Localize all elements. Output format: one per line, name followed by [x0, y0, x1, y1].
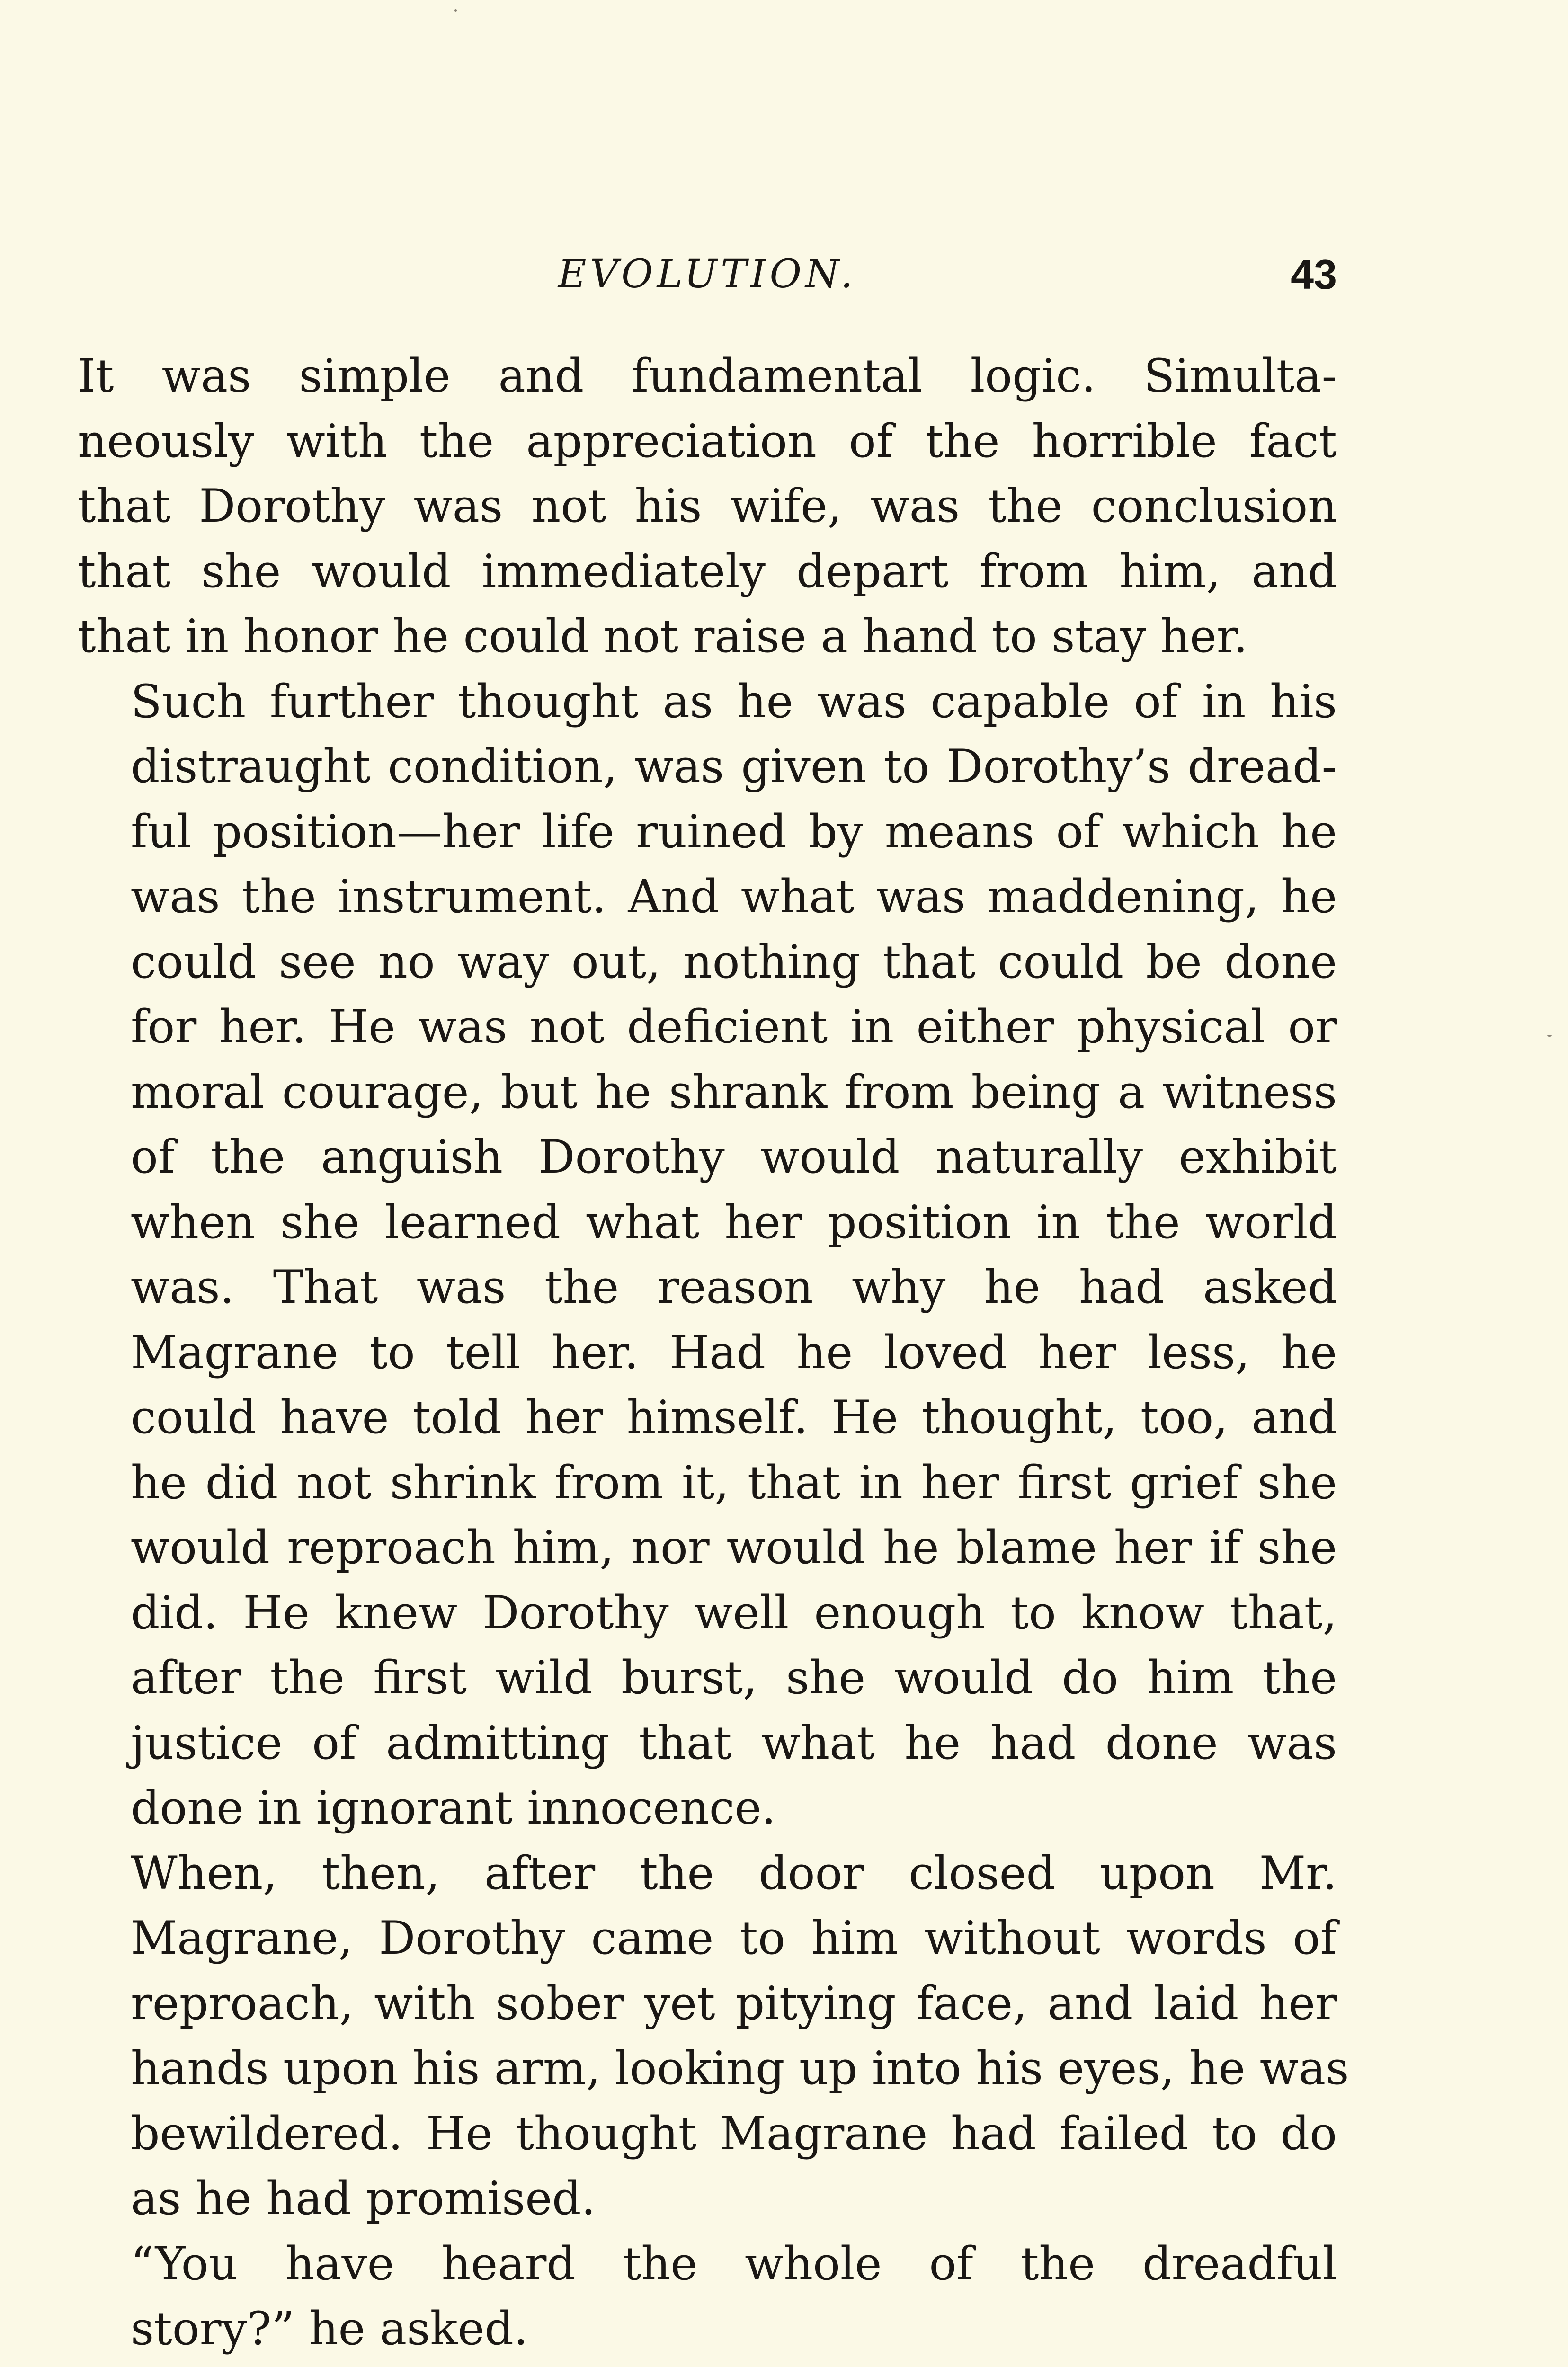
text-line: hands upon his arm, looking up into his eyes, he was — [131, 2042, 1349, 2095]
text-line: could have told her himself. He thought, too, and — [131, 1391, 1337, 1444]
paragraph — [78, 669, 1337, 1841]
page-number: 43 — [1291, 251, 1337, 298]
text-line: distraught condition, was given to Dorothy’s dread- — [131, 740, 1337, 793]
text-line: When, then, after the door closed upon Mr. — [131, 1846, 1337, 1900]
text-line: as he had promised. — [131, 2172, 596, 2225]
running-head-title: EVOLUTION. — [558, 252, 857, 297]
running-head — [78, 246, 1337, 303]
text-line: moral courage, but he shrank from being a witness — [131, 1065, 1337, 1119]
text-line: story?” he asked. — [131, 2302, 528, 2355]
text-line: could see no way out, nothing that could be done — [131, 935, 1337, 988]
text-line: after the first wild burst, she would do him the — [131, 1651, 1337, 1704]
text-line: that in honor he could not raise a hand to stay her. — [78, 610, 1248, 663]
text-line: Magrane, Dorothy came to him without words of — [131, 1912, 1337, 1965]
text-line: was. That was the reason why he had asked — [131, 1261, 1337, 1314]
text-line: he did not shrink from it, that in her first grief she — [131, 1456, 1337, 1509]
text-line: bewildered. He thought Magrane had failed to do — [131, 2107, 1337, 2160]
body-text — [78, 344, 1349, 2362]
text-line: justice of admitting that what he had done was — [131, 1716, 1337, 1770]
text-line: Such further thought as he was capable of in his — [131, 675, 1337, 728]
text-line: of the anguish Dorothy would naturally exhibit — [131, 1130, 1337, 1184]
text-line: for her. He was not deficient in either physical or — [131, 1000, 1337, 1053]
text-line: that Dorothy was not his wife, was the conclusion — [78, 480, 1337, 533]
paragraph — [78, 2232, 1337, 2362]
text-line: reproach, with sober yet pitying face, and laid her — [131, 1976, 1337, 2030]
paper-speck — [1547, 1035, 1552, 1037]
text-line: that she would immediately depart from him, and — [78, 544, 1337, 598]
text-line: was the instrument. And what was maddening, he — [131, 870, 1337, 923]
text-line: neously with the appreciation of the horrible fact — [78, 414, 1337, 468]
text-line: “You have heard the whole of the dreadful — [131, 2237, 1337, 2290]
paper-speck — [454, 9, 457, 12]
paragraph — [78, 344, 1337, 669]
text-line: ful position—her life ruined by means of which he — [131, 805, 1337, 858]
text-line: Magrane to tell her. Had he loved her less, he — [131, 1326, 1337, 1379]
text-line: did. He knew Dorothy well enough to know that, — [131, 1586, 1337, 1639]
text-line: when she learned what her position in the world — [131, 1195, 1337, 1249]
text-line: done in ignorant innocence. — [131, 1781, 776, 1834]
paragraph — [78, 1841, 1349, 2232]
text-line: It was simple and fundamental logic. Simulta- — [78, 349, 1337, 402]
text-line: would reproach him, nor would he blame her if she — [131, 1521, 1337, 1574]
